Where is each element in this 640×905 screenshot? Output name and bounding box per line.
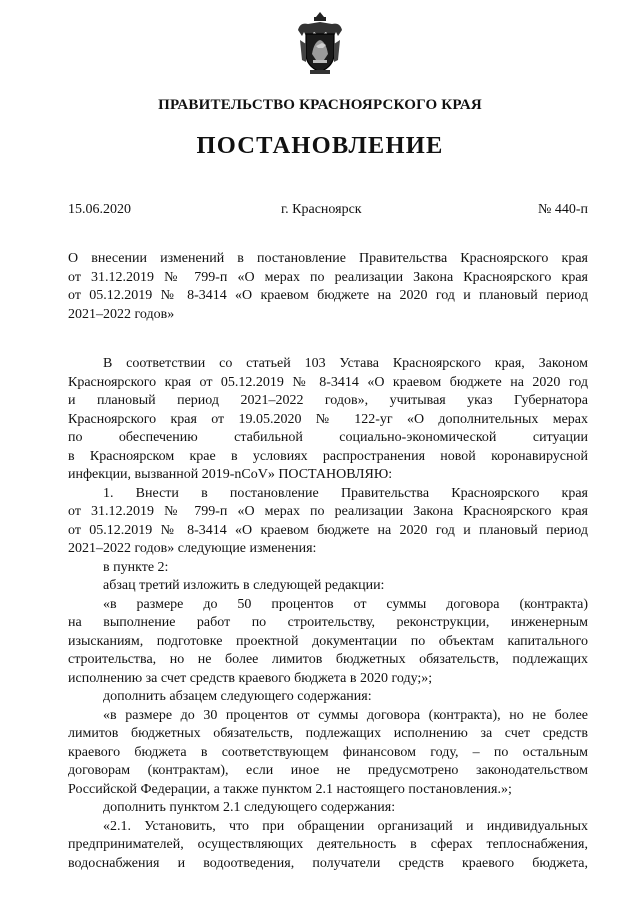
document-subject [68,250,588,324]
body-line: водоснабжения и водоотведения, получатели средств краевого бюджета, [68,855,588,871]
body-line: дополнить абзацем следующего содержания: [103,689,372,704]
body-line: договорам (контрактам), если иное не предусмотрено законодательством [68,763,588,778]
body-line: 1. Внести в постановление Правительства Красноярского края [103,485,588,501]
body-line: исполнению за счет средств краевого бюджета в 2020 году;»; [68,670,433,686]
body-line: лимитов бюджетных обязательств, подлежащих исполнению за счет средств [68,726,588,741]
body-line: В соответствии со статьей 103 Устава Красноярского края, Законом [103,356,588,371]
document-number: № 440-п [537,202,588,217]
body-line: инфекции, вызванной 2019-nCoV» ПОСТАНОВЛЯЮ: [68,467,393,482]
body-line: 2021–2022 годов» следующие изменения: [68,541,317,556]
subject-line: 2021–2022 годов» [68,306,175,322]
body-line: Российской Федерации, а также пунктом 2.1 настоящего постановления.»; [68,781,512,797]
body-line: предпринимателей, осуществляющих деятельность в сферах теплоснабжения, [68,837,588,852]
body-line: «2.1. Установить, что при обращении организаций и индивидуальных [103,818,588,834]
document-date: 15.06.2020 [68,202,131,217]
krasnoyarsk-coat-of-arms-icon [296,10,344,76]
document-body [68,355,588,873]
body-line: от 05.12.2019 № 8-3414 «О краевом бюджете на 2020 год и плановый период [68,522,588,538]
body-line: в Красноярском крае в условиях распространения новой коронавирусной [68,448,588,464]
body-line: строительства, но не более лимитов бюджетных обязательств, подлежащих [68,652,588,667]
body-line: в пункте 2: [103,559,169,575]
subject-line: О внесении изменений в постановление Правительства Красноярского края [68,251,588,266]
subject-line: от 05.12.2019 № 8-3414 «О краевом бюджете на 2020 год и плановый период [68,288,588,304]
body-line: по обеспечению стабильной социально-экономической ситуации [68,430,588,445]
document-meta [68,202,588,220]
body-line: «в размере до 30 процентов от суммы договора (контракта), но не более [103,707,588,723]
body-line: Красноярского края от 05.12.2019 № 8-3414 «О краевом бюджете на 2020 год [68,374,588,390]
body-line: Красноярского края от 19.05.2020 № 122-уг «О дополнительных мерах [68,411,588,427]
subject-line: от 31.12.2019 № 799-п «О мерах по реализации Закона Красноярского края [68,269,588,285]
body-line: от 31.12.2019 № 799-п «О мерах по реализации Закона Красноярского края [68,504,588,519]
body-line: изысканиям, подготовке проектной документации по объектам капитального [68,633,588,649]
document-type-title: ПОСТАНОВЛЕНИЕ [196,132,444,159]
body-line: краевого бюджета в соответствующем финансовом году, – по остальным [68,744,588,760]
document-city: г. Красноярск [281,202,362,217]
body-line: дополнить пунктом 2.1 следующего содержания: [103,800,396,815]
body-line: абзац третий изложить в следующей редакции: [103,578,385,593]
body-line: и плановый период 2021–2022 годов», учитывая указ Губернатора [68,393,588,408]
body-line: «в размере до 50 процентов от суммы договора (контракта) [103,596,588,612]
government-title: ПРАВИТЕЛЬСТВО КРАСНОЯРСКОГО КРАЯ [158,97,482,113]
body-line: на выполнение работ по строительству, реконструкции, инженерным [68,615,588,630]
